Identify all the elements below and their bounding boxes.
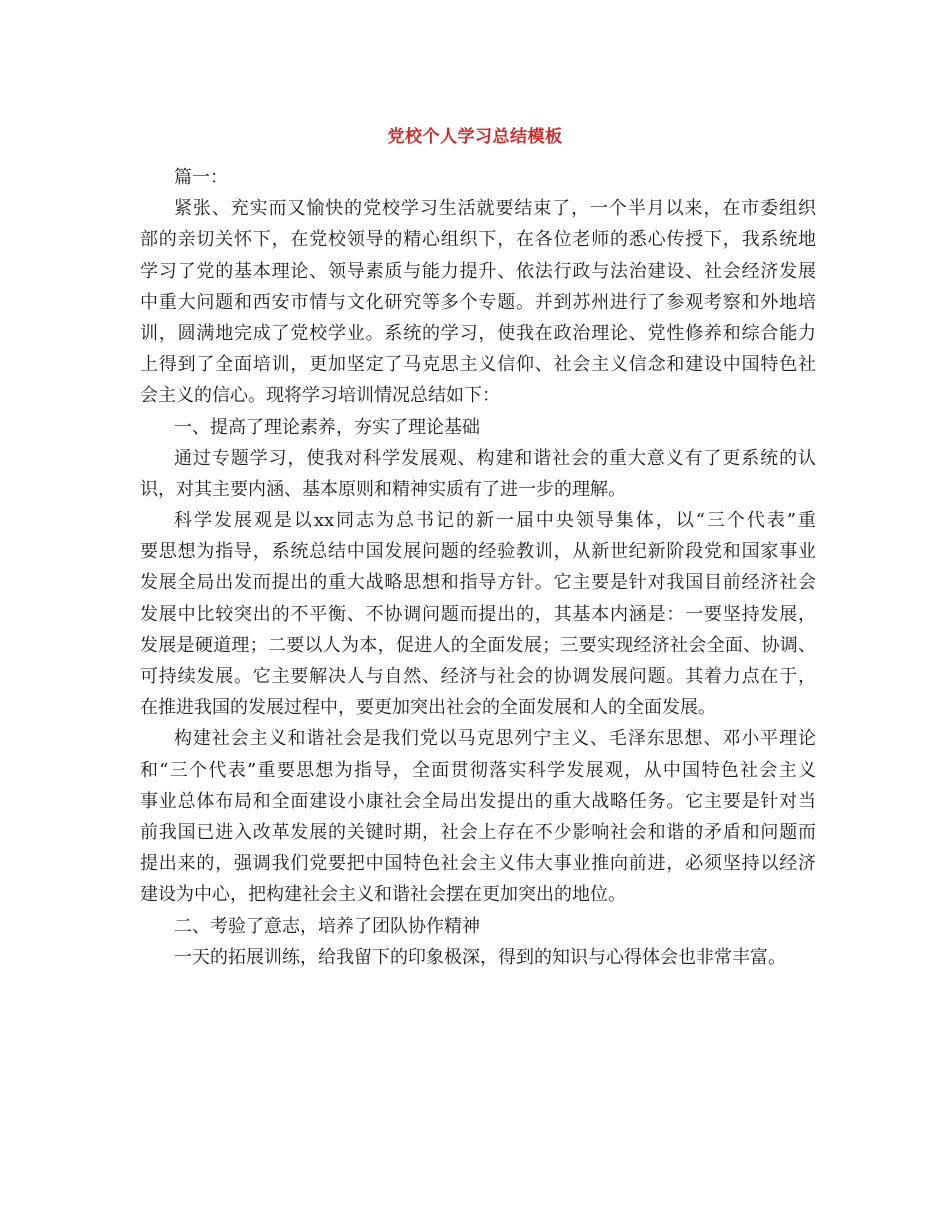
paragraph-line: 会主义的信心。现将学习培训情况总结如下：: [140, 385, 500, 407]
paragraph-line: 发展中比较突出的不平衡、不协调问题而提出的，其基本内涵是：一要坚持发展，: [140, 603, 816, 625]
document-title: 党校个人学习总结模板: [387, 127, 563, 147]
paragraph-line: 发展是硬道理；二要以人为本，促进人的全面发展；三要实现经济社会全面、协调、: [140, 634, 816, 656]
paragraph-line: 训，圆满地完成了党校学业。系统的学习，使我在政治理论、党性修养和综合能力: [140, 322, 816, 344]
paragraph-line: 前我国已进入改革发展的关键时期，社会上存在不少影响社会和谐的矛盾和问题而: [140, 821, 816, 843]
paragraph-line: 紧张、充实而又愉快的党校学习生活就要结束了，一个半月以来，在市委组织: [174, 198, 816, 220]
paragraph-line: 和“三个代表”重要思想为指导，全面贯彻落实科学发展观，从中国特色社会主义: [140, 759, 816, 781]
paragraph-line: 可持续发展。它主要解决人与自然、经济与社会的协调发展问题。其着力点在于，: [140, 666, 816, 687]
paragraph-line: 建设为中心，把构建社会主义和谐社会摆在更加突出的地位。: [140, 884, 626, 906]
paragraph-line: 发展全局出发而提出的重大战略思想和指导方针。它主要是针对我国目前经济社会: [140, 572, 816, 594]
section-heading: [140, 412, 816, 443]
paragraph-line: 中重大问题和西安市情与文化研究等多个专题。并到苏州进行了参观考察和外地培: [140, 291, 816, 313]
document-body: [140, 162, 816, 973]
paragraph-line: 篇一：: [174, 167, 228, 188]
paragraph: [140, 162, 816, 193]
paragraph: [140, 443, 816, 505]
paragraph-line: 事业总体布局和全面建设小康社会全局出发提出的重大战略任务。它主要是针对当: [140, 790, 816, 812]
paragraph-line: 要思想为指导，系统总结中国发展问题的经验教训，从新世纪新阶段党和国家事业: [140, 541, 816, 563]
paragraph-line: 学习了党的基本理论、领导素质与能力提升、依法行政与法治建设、社会经济发展: [140, 260, 816, 282]
section-heading: [140, 911, 816, 942]
paragraph-line: 提出来的，强调我们党要把中国特色社会主义伟大事业推向前进，必须坚持以经济: [140, 853, 816, 875]
paragraph: [140, 193, 816, 411]
paragraph-line: 在推进我国的发展过程中，要更加突出社会的全面发展和人的全面发展。: [140, 697, 716, 719]
paragraph: [140, 942, 816, 973]
paragraph: [140, 723, 816, 910]
section-heading-line: 二、考验了意志，培养了团队协作精神: [174, 915, 480, 937]
paragraph-line: 部的亲切关怀下，在党校领导的精心组织下，在各位老师的悉心传授下，我系统地: [140, 229, 816, 251]
paragraph-line: 科学发展观是以xx同志为总书记的新一届中央领导集体，以“三个代表”重: [174, 510, 816, 532]
paragraph-line: 构建社会主义和谐社会是我们党以马克思列宁主义、毛泽东思想、邓小平理论: [174, 728, 816, 750]
paragraph-line: 上得到了全面培训，更加坚定了马克思主义信仰、社会主义信念和建设中国特色社: [140, 354, 816, 376]
section-heading-line: 一、提高了理论素养，夯实了理论基础: [174, 416, 480, 438]
paragraph-line: 一天的拓展训练，给我留下的印象极深，得到的知识与心得体会也非常丰富。: [174, 946, 786, 968]
paragraph-line: 识，对其主要内涵、基本原则和精神实质有了进一步的理解。: [140, 478, 626, 500]
paragraph: [140, 505, 816, 723]
paragraph-line: 通过专题学习，使我对科学发展观、构建和谐社会的重大意义有了更系统的认: [174, 447, 816, 469]
